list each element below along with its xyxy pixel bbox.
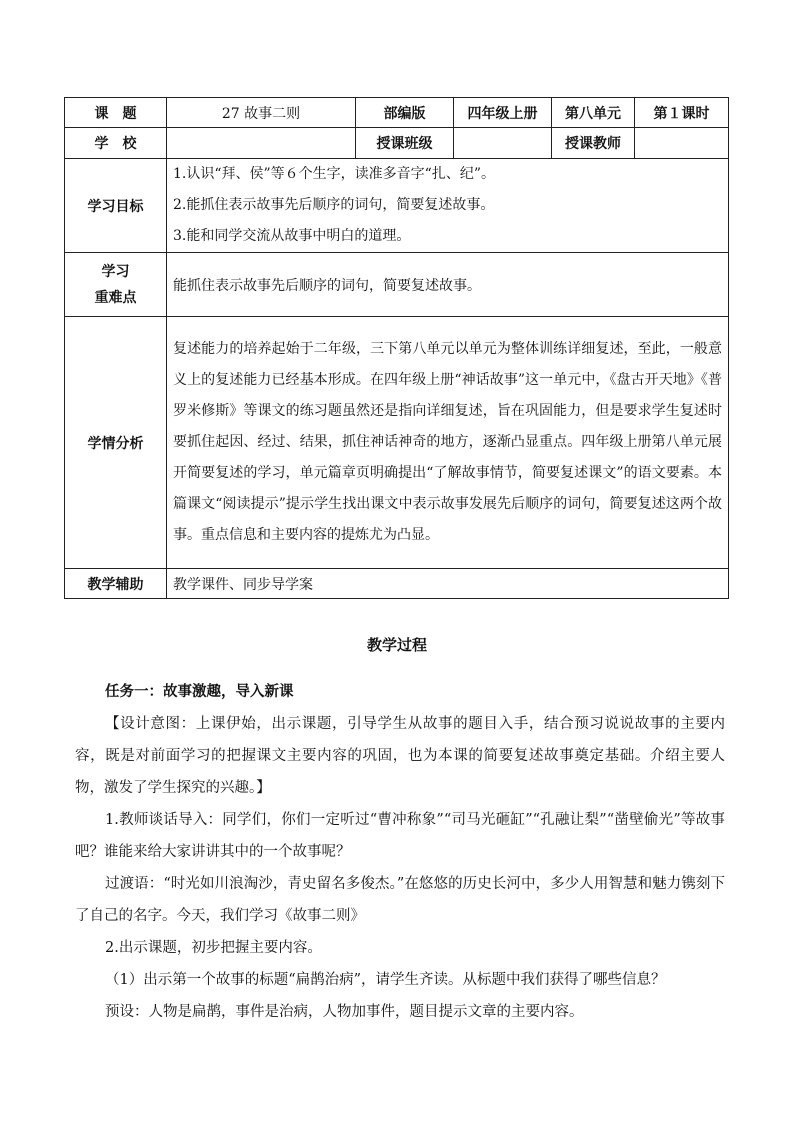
aids-content: 教学课件、同步导学案 — [167, 569, 729, 599]
design-intent: 【设计意图：上课伊始，出示课题，引导学生从故事的题目入手，结合预习说说故事的主要内容，既是对前面学习的把握课文主要内容的巩固，也为本课的简要复述故事奠定基础。介绍主要人物，激发了学生探究的兴趣。】 — [75, 716, 725, 796]
goals-content — [167, 159, 729, 253]
unit-cell: 第八单元 — [552, 98, 635, 128]
process-body — [75, 676, 725, 1028]
period-cell: 第１课时 — [635, 98, 729, 128]
school-label: 学 校 — [65, 128, 167, 159]
course-title: 27 故事二则 — [167, 98, 356, 128]
task1-title: 任务一：故事激趣，导入新课 — [105, 683, 294, 700]
teacher-label: 授课教师 — [552, 128, 635, 159]
row-goals — [65, 159, 729, 253]
edition-cell: 部编版 — [356, 98, 454, 128]
goals-label: 学习目标 — [65, 159, 167, 253]
row-key-points — [65, 253, 729, 317]
analysis-content: 复述能力的培养起始于二年级，三下第八单元以单元为整体训练详细复述，至此，一般意义上的复述能力已经基本形成。在四年级上册“神话故事”这一单元中，《盘古开天地》《普罗米修斯》等课文的练习题虽然还是指向详细复述，旨在巩固能力，但是要求学生复述时要抓住起因、经过、结果，抓住神话神奇的地方，逐渐凸显重点。四年级上册第八单元展开简要复述的学习，单元篇章页明确提出“了解故事情节，简要复述课文”的语文要素。本篇课文“阅读提示”提示学生找出课文中表示故事发展先后顺序的词句，简要复述这两个故事。重点信息和主要内容的提炼尤为凸显。 — [167, 317, 729, 569]
class-label: 授课班级 — [356, 128, 454, 159]
key-points-label: 学习 重难点 — [65, 253, 167, 317]
aids-label: 教学辅助 — [65, 569, 167, 599]
transition-text: 过渡语：“时光如川浪淘沙，青史留名多俊杰。”在悠悠的历史长河中，多少人用智慧和魅力镌刻下了自己的名字。今天，我们学习《故事二则》 — [75, 876, 725, 924]
step1-text: 1.教师谈话导入：同学们，你们一定听过“曹冲称象”“司马光砸缸”“孔融让梨”“凿壁偷光”等故事吧？谁能来给大家讲讲其中的一个故事呢？ — [75, 812, 725, 860]
lesson-info-table — [64, 97, 729, 599]
course-label: 课 题 — [65, 98, 167, 128]
row-course — [65, 98, 729, 128]
school-value — [167, 128, 356, 159]
goal-item: 2.能抓住表示故事先后顺序的词句，简要复述故事。 — [173, 197, 495, 213]
goal-item: 3.能和同学交流从故事中明白的道理。 — [173, 228, 411, 244]
row-analysis — [65, 317, 729, 569]
row-aids — [65, 569, 729, 599]
analysis-label: 学情分析 — [65, 317, 167, 569]
grade-cell: 四年级上册 — [454, 98, 552, 128]
class-value — [454, 128, 552, 159]
teacher-value — [635, 128, 729, 159]
key-points-content: 能抓住表示故事先后顺序的词句，简要复述故事。 — [167, 253, 729, 317]
goal-item: 1.认识“拜、侯”等６个生字，读准多音字“扎、纪”。 — [173, 166, 495, 182]
step2-1-text: （1）出示第一个故事的标题“扁鹊治病”，请学生齐读。从标题中我们获得了哪些信息？ — [105, 972, 666, 988]
row-school — [65, 128, 729, 159]
process-title: 教学过程 — [366, 636, 427, 654]
step2-text: 2.出示课题，初步把握主要内容。 — [105, 940, 322, 956]
preset-text: 预设：人物是扁鹊，事件是治病，人物加事件，题目提示文章的主要内容。 — [105, 1004, 584, 1020]
